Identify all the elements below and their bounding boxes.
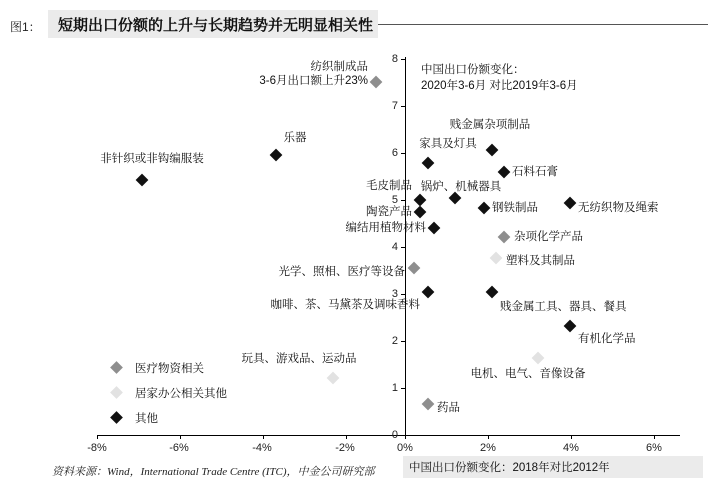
- data-point: [422, 157, 435, 170]
- legend-label: 医疗物资相关: [135, 362, 204, 375]
- data-label: 电机、电气、音像设备: [470, 368, 586, 380]
- data-point: [486, 144, 499, 157]
- data-label: 无纺织物及绳索: [578, 202, 659, 214]
- data-label: 光学、照相、医疗等设备: [278, 266, 405, 278]
- x-axis-title: 中国出口份额变化：2018年对比2012年: [409, 462, 610, 474]
- data-point: [486, 286, 499, 299]
- data-point: [270, 149, 283, 162]
- x-tick-mark: [346, 435, 347, 439]
- data-label: 锅炉、机械器具: [420, 181, 502, 193]
- title-divider: [378, 24, 708, 25]
- data-label: 石料石膏: [512, 166, 558, 178]
- legend-item: [110, 380, 227, 405]
- data-label: 塑料及其制品: [506, 255, 575, 267]
- y-tick-mark: [401, 59, 405, 60]
- y-axis-line: [405, 57, 406, 435]
- x-tick-mark: [488, 435, 489, 439]
- data-label: 贱金属工具、器具、餐具: [500, 301, 627, 313]
- legend-label: 居家办公相关其他: [135, 387, 227, 400]
- data-point: [422, 398, 435, 411]
- legend-swatch-other: [110, 411, 123, 424]
- y-tick-mark: [401, 106, 405, 107]
- data-point: [408, 262, 421, 275]
- data-point: [327, 372, 340, 385]
- data-point: [414, 206, 427, 219]
- data-label: 陶瓷产品: [366, 206, 412, 218]
- data-point: [422, 286, 435, 299]
- data-point: [428, 222, 441, 235]
- data-point: [414, 194, 427, 207]
- x-tick-mark: [180, 435, 181, 439]
- y-tick-mark: [401, 388, 405, 389]
- y-tick-mark: [401, 341, 405, 342]
- x-tick-4: 0%: [397, 442, 413, 454]
- y-tick-0: 0: [391, 429, 398, 441]
- data-point: [370, 76, 383, 89]
- legend: [110, 355, 227, 430]
- x-tick-mark: [405, 435, 406, 439]
- chart-annotation-line2: 2020年3-6月 对比2019年3-6月: [421, 80, 578, 92]
- y-tick-mark: [401, 153, 405, 154]
- y-tick-8: 8: [391, 53, 398, 65]
- legend-swatch-medical: [110, 361, 123, 374]
- x-tick-3: -2%: [335, 442, 355, 454]
- x-tick-mark: [571, 435, 572, 439]
- data-point: [478, 202, 491, 215]
- data-label: 有机化学品: [578, 333, 636, 345]
- y-tick-mark: [401, 294, 405, 295]
- data-point: [564, 320, 577, 333]
- data-label-line: 3-6月出口额上升23%: [259, 75, 368, 87]
- y-tick-6: 6: [391, 147, 398, 159]
- data-label: 非针织或非钩编服装: [100, 153, 204, 165]
- x-tick-mark: [654, 435, 655, 439]
- x-tick-5: 2%: [480, 442, 496, 454]
- y-tick-mark: [401, 247, 405, 248]
- x-axis-title-box: [403, 456, 703, 478]
- y-tick-4: 4: [391, 241, 398, 253]
- data-label: 咖啡、茶、马黛茶及调味香料: [270, 299, 420, 311]
- data-label: 乐器: [283, 132, 307, 144]
- data-label: 杂项化学产品: [514, 231, 583, 243]
- data-point: [564, 197, 577, 210]
- data-label: [259, 60, 368, 88]
- x-tick-2: -4%: [252, 442, 272, 454]
- figure-label: 图1：: [10, 20, 41, 34]
- x-tick-1: -6%: [169, 442, 189, 454]
- legend-item: [110, 355, 227, 380]
- data-point: [532, 352, 545, 365]
- x-tick-0: -8%: [87, 442, 107, 454]
- y-tick-2: 2: [391, 335, 398, 347]
- data-label-line: 纺织制成品: [310, 61, 368, 73]
- data-label: 玩具、游戏品、运动品: [241, 353, 357, 365]
- data-point: [136, 174, 149, 187]
- data-point: [498, 231, 511, 244]
- y-tick-3: 3: [391, 288, 398, 300]
- page-title: 短期出口份额的上升与长期趋势并无明显相关性: [58, 16, 374, 34]
- source-note: 资料来源：Wind，International Trade Centre (ITC)，中金公司研究部: [52, 466, 375, 478]
- legend-label: 其他: [135, 412, 158, 425]
- data-label: 药品: [437, 402, 460, 414]
- data-label: 钢铁制品: [492, 202, 538, 214]
- data-point: [490, 252, 503, 265]
- x-tick-mark: [263, 435, 264, 439]
- y-tick-1: 1: [391, 382, 398, 394]
- y-tick-5: 5: [391, 194, 398, 206]
- data-point: [498, 166, 511, 179]
- chart-title-box: [48, 10, 378, 38]
- data-label: 贱金属杂项制品: [449, 119, 531, 131]
- legend-item: [110, 405, 227, 430]
- data-label: 编结用植物材料: [345, 222, 426, 234]
- y-tick-mark: [401, 200, 405, 201]
- x-tick-6: 4%: [563, 442, 579, 454]
- x-tick-mark: [97, 435, 98, 439]
- legend-swatch-wfh: [110, 386, 123, 399]
- data-label: 家具及灯具: [419, 138, 477, 150]
- x-tick-7: 6%: [646, 442, 662, 454]
- y-tick-7: 7: [391, 100, 398, 112]
- data-label: 毛皮制品: [366, 180, 412, 192]
- chart-annotation-line1: 中国出口份额变化：: [421, 64, 525, 76]
